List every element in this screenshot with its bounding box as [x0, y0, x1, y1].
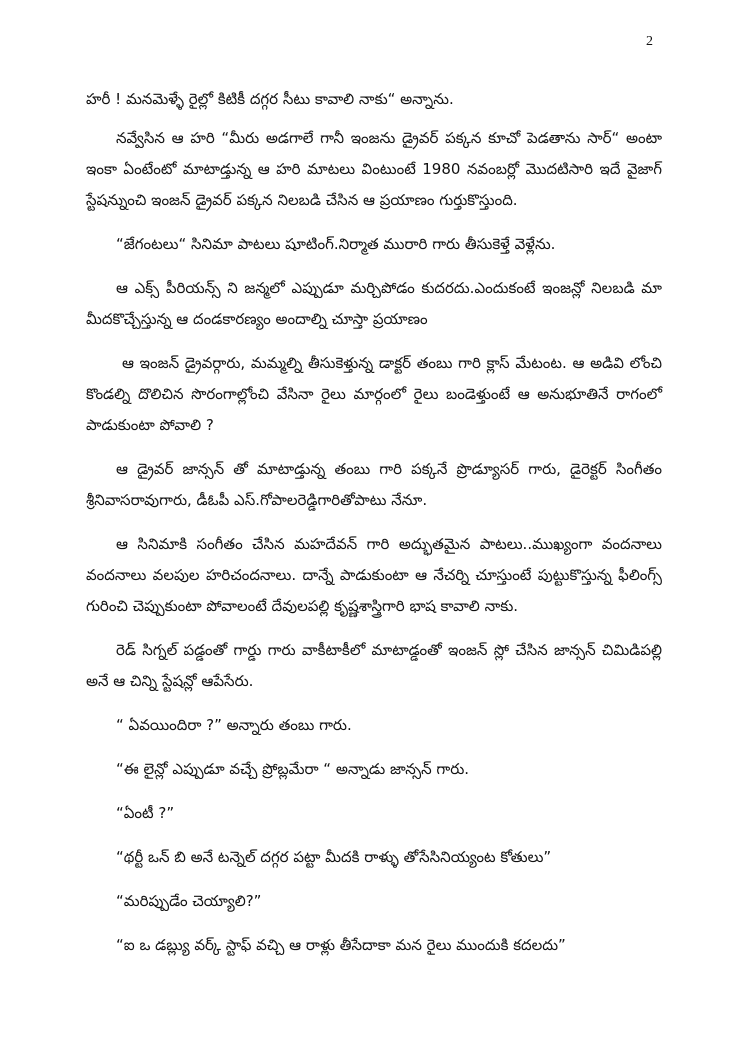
- paragraph: “జేగంటలు“ సినిమా పాటలు షూటింగ్.నిర్మాత మురారి గారు తీసుకెళ్తే వెళ్లేను.: [116, 235, 556, 253]
- paragraph: హరీ ! మనమెళ్ళే రైల్లో కిటికీ దగ్గర సీటు కావాలి నాకు“ అన్నాను.: [86, 90, 454, 108]
- paragraph: రెడ్ సిగ్నల్ పడ్డంతో గార్డు గారు వాకీటాకీలో మాటాడ్డంతో ఇంజన్ స్లో చేసిన జాన్సన్ చిమిడిపల్లి అనే ఆ చిన్ని స్టేషన్లో ఆపేసేరు.: [86, 641, 662, 690]
- dialogue-line: “థర్టీ ఒన్ బి అనే టన్నెల్ దగ్గర పట్టా మీదకి రాళ్ళు తోసేసినియ్యంట కోతులు”: [116, 848, 552, 866]
- page-number: 2: [646, 34, 653, 49]
- dialogue-line: “ ఏవయిందిరా ?” అన్నారు తంబు గారు.: [116, 716, 352, 734]
- dialogue-line: “ఏంటీ ?”: [116, 804, 175, 822]
- dialogue-line: “ఈ లైన్లో ఎప్పుడూ వచ్చే ప్రోబ్లమేరా “ అన్నాడు జాన్సన్ గారు.: [116, 760, 470, 778]
- paragraph: ఆ ఇంజన్ డ్రైవర్గారు, మమ్మల్ని తీసుకెళ్తున్న డాక్టర్ తంబు గారి క్లాస్ మేటంట. ఆ అడివి లోంచి కొండల్ని దొలిచిన సొరంగాల్లోంచి వేసినా రైలు మార్గంలో రైలు బండెళ్తుంటే ఆ అనుభూతినే రాగంలో పాడుకుంటా పోవాలి ?: [86, 354, 662, 434]
- dialogue-line: “ఐ ఒ డబ్ల్యు వర్క్ స్టాఫ్ వచ్చి ఆ రాళ్లు తీసేదాకా మన రైలు ముందుకి కదలదు”: [116, 936, 566, 954]
- document-body: [86, 84, 662, 974]
- paragraph: ఆ డ్రైవర్ జాన్సన్ తో మాటాడ్తున్న తంబు గారి పక్కనే ప్రొడ్యూసర్ గారు, డైరెక్టర్ సింగీతం శ్రీనివాసరావుగారు, డీఓపీ ఎస్.గోపాలరెడ్డిగారితోపాటు నేనూ.: [86, 460, 662, 509]
- dialogue-line: “మరిప్పుడేం చెయ్యాలి?”: [116, 892, 262, 910]
- paragraph: ఆ ఎక్స్ పీరియన్స్ ని జన్మలో ఎప్పుడూ మర్చిపోడం కుదరదు.ఎందుకంటే ఇంజన్లో నిలబడి మా మీదకొచ్చేస్తున్న ఆ దండకారణ్యం అందాల్ని చూస్తా ప్రయాణం: [86, 279, 662, 328]
- paragraph: ఆ సినిమాకి సంగీతం చేసిన మహదేవన్ గారి అద్భుతమైన పాటలు..ముఖ్యంగా వందనాలు వందనాలు వలపుల హరిచందనాలు. దాన్నే పాడుకుంటా ఆ నేచర్ని చూస్తుంటే పుట్టుకొస్తున్న ఫీలింగ్స్ గురించి చెప్పుకుంటా పోవాలంటే దేవులపల్లి కృష్ణశాస్త్రిగారి భాష కావాలి నాకు.: [86, 535, 662, 615]
- paragraph: నవ్వేసిన ఆ హరి “మీరు అడగాలే గానీ ఇంజను డ్రైవర్ పక్కన కూచో పెడతాను సార్“ అంటా ఇంకా ఏంటేంటో మాటాడ్తున్న ఆ హరి మాటలు వింటుంటే 1980 నవంబర్లో మొదటిసారి ఇదే వైజాగ్ స్టేషన్నుంచి ఇంజన్ డ్రైవర్ పక్కన నిలబడి చేసిన ఆ ప్రయాణం గుర్తుకొస్తుంది.: [86, 129, 662, 209]
